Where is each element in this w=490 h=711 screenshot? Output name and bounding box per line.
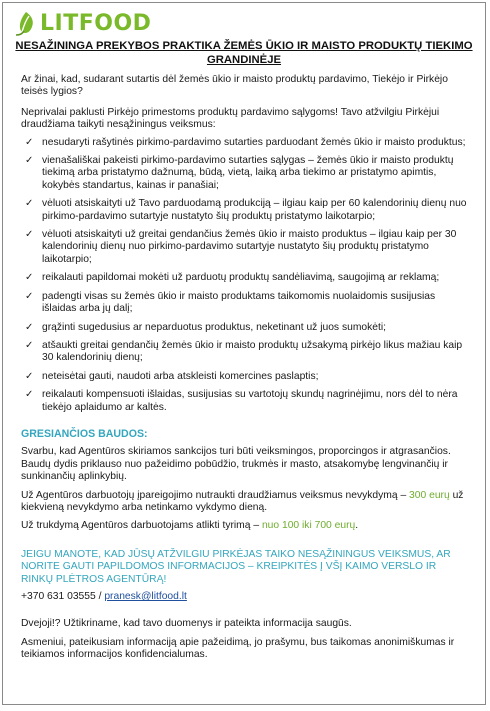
fines-text-2-after: už kiekvieną nevykdymo arba netinkamo vykdymo dieną. xyxy=(21,489,464,513)
fines-text-2 xyxy=(21,490,469,515)
contact-separator: / xyxy=(95,591,105,602)
prohibited-action-text: vėluoti atsiskaityti už Tavo parduodamą produkciją – ilgiau kaip per 60 kalendorinių dienų nuo pirkimo-pardavimo sutartyje nustatyto šių produktų pristatymo laikotarpio; xyxy=(42,198,467,222)
contact-cta: JEIGU MANOTE, KAD JŪSŲ ATŽVILGIU PIRKĖJAS TAIKO NESĄŽININGUS VEIKSMUS, AR NORITE GAUTI PAPILDOMOS INFORMACIJOS – KREIPKITĖS Į VŠĮ KAIMO VERSLO IR RINKŲ PLĖTROS AGENTŪRĄ! xyxy=(21,548,451,585)
prohibited-action-item xyxy=(21,137,469,149)
prohibited-action-text: reikalauti kompensuoti išlaidas, susijusias su vartotojų skundų nagrinėjimu, nors dėl to nėra tiekėjo aplaidumo ar kaltės. xyxy=(42,389,458,413)
fine-amount-300: 300 eurų xyxy=(409,489,450,501)
main-content xyxy=(21,74,469,662)
checkmark-icon: ✓ xyxy=(25,389,34,401)
fine-amount-range: nuo 100 iki 700 eurų xyxy=(261,520,356,532)
checkmark-icon: ✓ xyxy=(25,370,34,382)
fines-heading: GRESIANČIOS BAUDOS: xyxy=(21,427,148,440)
lead-text: Neprivalai paklusti Pirkėjo primestoms produktų pardavimo sąlygoms! Tavo atžvilgiu Pirkėjui draudžiama taikyti nesąžiningus veiksmus: xyxy=(21,106,440,131)
fines-text-3-after: . xyxy=(355,520,359,532)
checkmark-icon: ✓ xyxy=(25,136,34,148)
prohibited-action-text: atšaukti greitai gendančių žemės ūkio ir maisto produktų užsakymą pirkėjo likus mažiau kaip 30 kalendorinių dienų; xyxy=(42,339,463,364)
prohibited-action-item xyxy=(21,322,469,334)
flyer-page xyxy=(2,2,486,705)
prohibited-actions-list xyxy=(21,137,469,414)
prohibited-action-text: grąžinti sugedusius ar neparduotus produktus, neketinant už juos sumokėti; xyxy=(42,321,387,333)
checkmark-icon: ✓ xyxy=(25,272,34,284)
prohibited-action-item xyxy=(21,389,469,414)
contact-email-link[interactable]: pranesk@litfood.lt xyxy=(104,591,187,602)
fines-text-1: Svarbu, kad Agentūros skiriamos sankcijos turi būti veiksmingos, proporcingos ir atgrasančios. Baudų dydis priklauso nuo pažeidimo pobūdžio, trukmės ir masto, atsakomybę lengvinančių ir sunkinančių aplinkybių. xyxy=(21,446,451,483)
fines-text-3 xyxy=(21,520,469,532)
prohibited-action-text: neteisėtai gauti, naudoti arba atskleisti komercines paslaptis; xyxy=(42,370,319,382)
prohibited-action-item xyxy=(21,340,469,365)
checkmark-icon: ✓ xyxy=(25,290,34,302)
checkmark-icon: ✓ xyxy=(25,229,34,241)
checkmark-icon: ✓ xyxy=(25,198,34,210)
prohibited-action-item xyxy=(21,272,469,284)
prohibited-action-item xyxy=(21,198,469,223)
prohibited-action-text: nesudaryti rašytinės pirkimo-pardavimo sutarties parduodant žemės ūkio ir maisto produktus; xyxy=(42,136,466,148)
page-title: NESAŽININGA PREKYBOS PRAKTIKA ŽEMĖS ŪKIO IR MAISTO PRODUKTŲ TIEKIMO GRANDINĖJE xyxy=(15,40,473,66)
prohibited-action-text: vienašališkai pakeisti pirkimo-pardavimo sutarties sąlygas – žemės ūkio ir maisto produktų tiekimą arba pristatymo dažnumą, būdą, vietą, laiką arba tiekimo ar pristatymo apimtis, kokybės standartus, kainas ir panašiai; xyxy=(42,155,454,191)
fines-text-3-before: Už trukdymą Agentūros darbuotojams atlikti tyrimą – xyxy=(21,520,262,532)
brand-name: LITFOOD xyxy=(40,11,152,36)
fines-text-2-before: Už Agentūros darbuotojų įpareigojimo nutraukti draudžiamus veiksmus nevykdymą – xyxy=(21,489,410,501)
litfood-logo xyxy=(13,9,151,39)
privacy-line-1: Dvejoji!? Užtikriname, kad tavo duomenys ir pateikta informacija saugūs. xyxy=(21,618,352,630)
checkmark-icon: ✓ xyxy=(25,339,34,351)
intro-text: Ar žinai, kad, sudarant sutartis dėl žemės ūkio ir maisto produktų pardavimo, Tiekėjo ir Pirkėjo teisės lygios? xyxy=(21,74,448,98)
prohibited-action-item xyxy=(21,371,469,383)
prohibited-action-item xyxy=(21,291,469,316)
privacy-line-2: Asmeniui, pateikusiam informaciją apie pažeidimą, jo prašymu, bus taikomas anonimiškumas ir teikiamos informacijos konfidencialumas. xyxy=(21,636,455,661)
leaf-logo-icon xyxy=(13,10,39,38)
contact-line xyxy=(21,591,469,603)
prohibited-action-text: vėluoti atsiskaityti už greitai gendančius žemės ūkio ir maisto produktus – ilgiau kaip per 30 kalendorinių dienų nuo pirkimo-pardavimo sutartyje nustatyto šių produktų pristatymo laikotarpio; xyxy=(42,229,457,265)
checkmark-icon: ✓ xyxy=(25,321,34,333)
contact-phone[interactable]: +370 631 03555 xyxy=(21,591,96,602)
prohibited-action-item xyxy=(21,155,469,192)
checkmark-icon: ✓ xyxy=(25,155,34,167)
prohibited-action-text: reikalauti papildomai mokėti už parduotų produktų sandėliavimą, saugojimą ar reklamą; xyxy=(42,272,440,284)
prohibited-action-text: padengti visas su žemės ūkio ir maisto produktams taikomomis nuolaidomis susijusias išlaidas arba jų dalį; xyxy=(42,290,436,315)
prohibited-action-item xyxy=(21,229,469,266)
